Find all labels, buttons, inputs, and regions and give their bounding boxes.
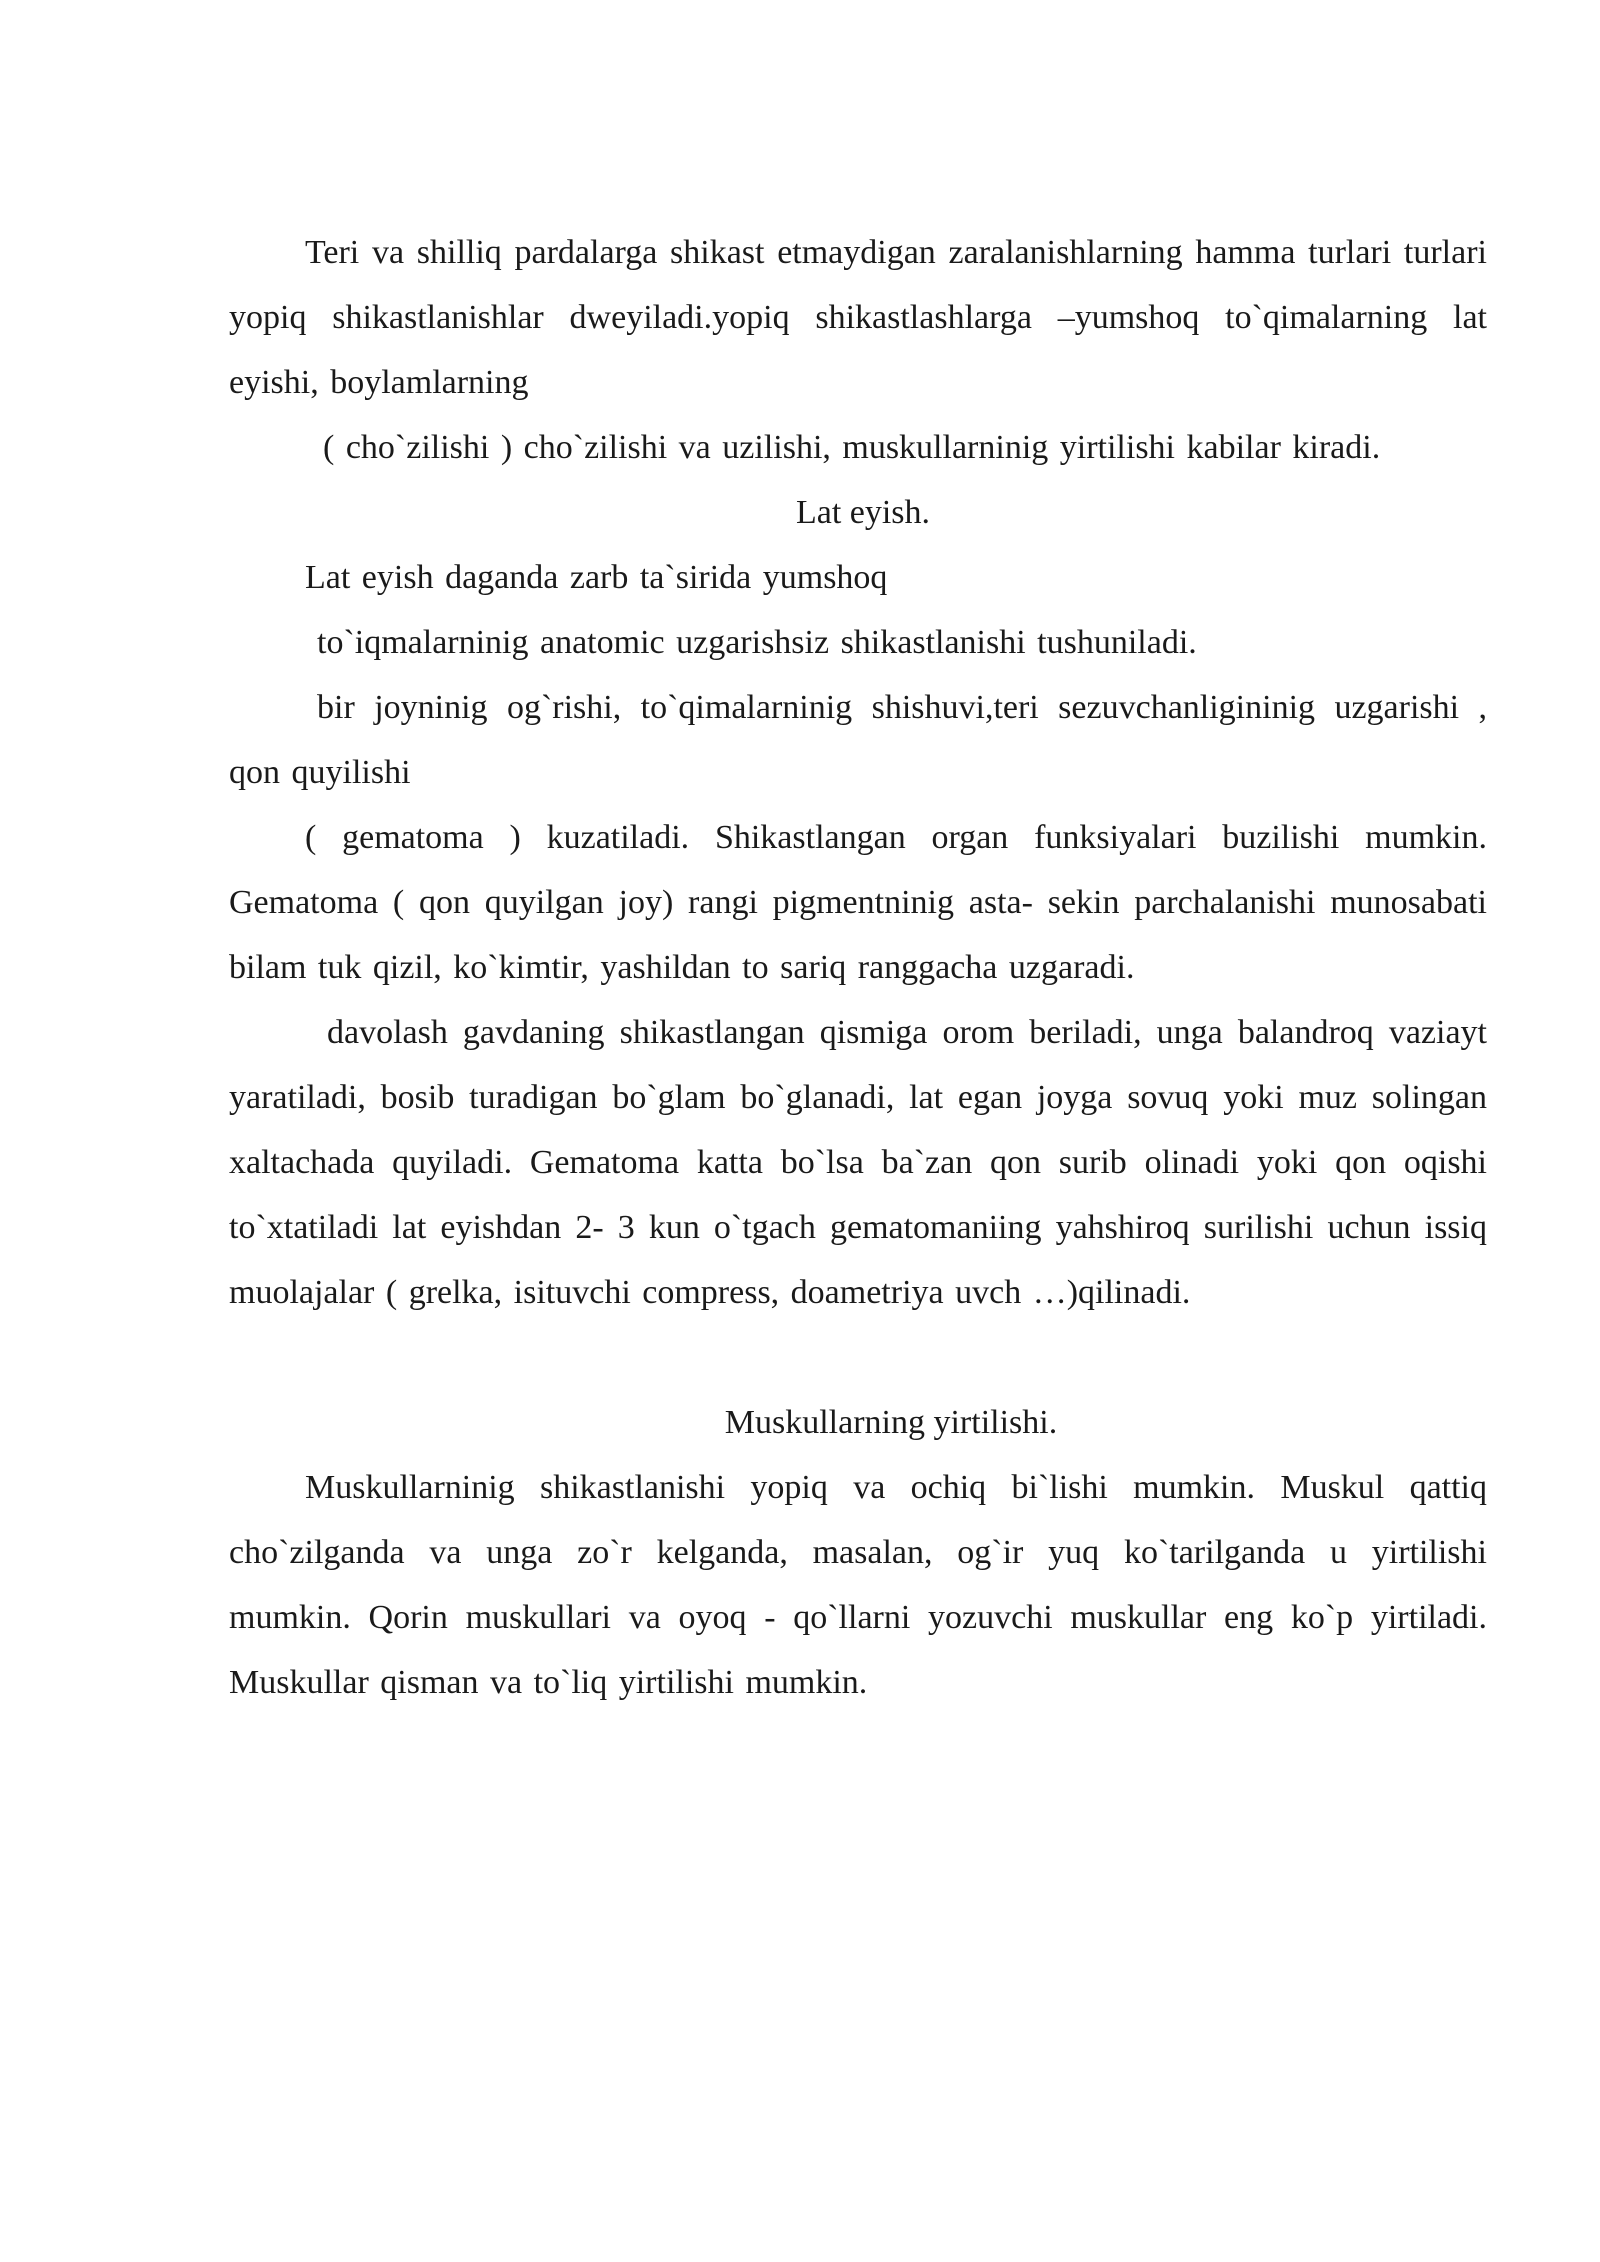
section-heading-bruise: Lat eyish. — [795, 494, 931, 531]
paragraph-bruise-definition: Lat eyish daganda zarb ta`sirida yumshoq — [305, 559, 888, 596]
document-body — [229, 220, 1487, 1715]
paragraph-closed-injuries: Teri va shilliq pardalarga shikast etmaydigan zaralanishlarning hamma turlari turlari yopiq shikastlanishlar dweyiladi.yopiq shikastlashlarga –yumshoq to`qimalarning lat eyishi, boylamlarning — [229, 234, 1487, 401]
paragraph-gap — [229, 1325, 1487, 1390]
paragraph-muscle-tear: Muskullarninig shikastlanishi yopiq va ochiq bi`lishi mumkin. Muskul qattiq cho`zilganda va unga zo`r kelganda, masalan, og`ir yuq ko`tarilganda u yirtilishi mumkin. Qorin muskullari va oyoq - qo`llarni yozuvchi muskullar eng ko`p yirtiladi. Muskullar qisman va to`liq yirtilishi mumkin. — [229, 1469, 1487, 1701]
section-heading-muscle-tear: Muskullarning yirtilishi. — [724, 1404, 1058, 1441]
paragraph-bruise-symptoms: bir joyninig og`rishi, to`qimalarninig shishuvi,teri sezuvchanligininig uzgarishi , qon quyilishi — [229, 689, 1487, 791]
paragraph-hematoma: ( gematoma ) kuzatiladi. Shikastlangan organ funksiyalari buzilishi mumkin. Gematoma ( qon quyilgan joy) rangi pigmentninig asta- sekin parchalanishi munosabati bilam tuk qizil, ko`kimtir, yashildan to sariq ranggacha uzgaradi. — [229, 819, 1487, 986]
paragraph-closed-injuries-types: ( cho`zilishi ) cho`zilishi va uzilishi, muskullarninig yirtilishi kabilar kiradi. — [323, 429, 1381, 466]
paragraph-treatment: davolash gavdaning shikastlangan qismiga orom beriladi, unga balandroq vaziayt yaratiladi, bosib turadigan bo`glam bo`glanadi, lat egan joyga sovuq yoki muz solingan xaltachada quyiladi. Gematoma katta bo`lsa ba`zan qon surib olinadi yoki qon oqishi to`xtatiladi lat eyishdan 2- 3 kun o`tgach gematomaniing yahshiroq surilishi uchun issiq muolajalar ( grelka, isituvchi compress, doametriya uvch …)qilinadi. — [229, 1014, 1487, 1311]
paragraph-bruise-definition-cont: to`iqmalarninig anatomic uzgarishsiz shikastlanishi tushuniladi. — [317, 624, 1197, 661]
